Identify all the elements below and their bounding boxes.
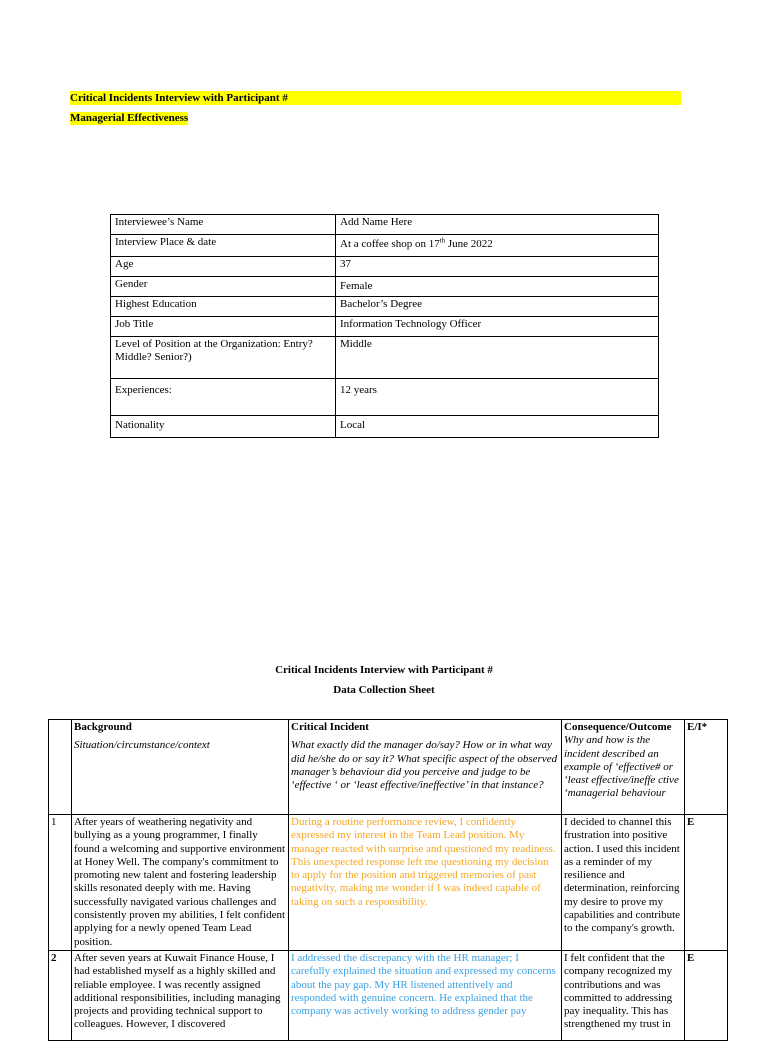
info-label: Gender bbox=[111, 277, 336, 297]
column-header-critical-incident: Critical Incident What exactly did the manager do/say? How or in what way did he/she do or say it? What specific aspect of the observed manager’s behaviour did you perceive and judge to be ‘effective ‘ or ‘least effective/ineffective’ in that instance? bbox=[289, 720, 562, 815]
outcome-cell: I decided to channel this frustration into positive action. I used this incident as a reminder of my resilience and determination, reinforcing my desire to prove my capabilities and contribute to the company's growth. bbox=[562, 815, 685, 951]
row-number: 1 bbox=[49, 815, 72, 951]
info-value: At a coffee shop on 17th June 2022 bbox=[336, 235, 659, 257]
info-row bbox=[111, 257, 659, 277]
background-cell: After years of weathering negativity and bullying as a young programmer, I finally found a welcoming and supportive environment at Honey Well. The company's commitment to promoting new talent and fostering leadership skills resonated deeply with me. Having successfully navigated various challenges and consistently proven my abilities, I felt confident applying for a newly opened Team Lead position. bbox=[72, 815, 289, 951]
data-sheet-subtitle: Data Collection Sheet bbox=[333, 684, 435, 696]
info-row bbox=[111, 379, 659, 416]
info-label: Interviewee’s Name bbox=[111, 215, 336, 235]
critical-incident-cell: I addressed the discrepancy with the HR manager; I carefully explained the situation and expressed my concerns about the pay gap. My HR listened attentively and responded with genuine concern. He explained that the company was actively working to address gender pay bbox=[289, 950, 562, 1040]
page-subtitle: Managerial Effectiveness bbox=[70, 112, 189, 124]
info-value: Local bbox=[336, 416, 659, 438]
info-label: Interview Place & date bbox=[111, 235, 336, 257]
column-header-background: Background Situation/circumstance/context bbox=[72, 720, 289, 815]
outcome-cell: I felt confident that the company recognized my contributions and was committed to addressing pay inequality. This has strengthened my trust in bbox=[562, 950, 685, 1040]
info-label: Age bbox=[111, 257, 336, 277]
interviewee-info-table bbox=[110, 214, 659, 438]
info-row bbox=[111, 317, 659, 337]
info-row bbox=[111, 337, 659, 379]
info-label: Experiences: bbox=[111, 379, 336, 416]
info-row bbox=[111, 235, 659, 257]
ei-cell: E bbox=[685, 815, 728, 951]
column-header-consequence: Consequence/Outcome Why and how is the incident described an example of ‘effective# or ‘least effective/ineffe ctive ‘managerial behaviour bbox=[562, 720, 685, 815]
info-row bbox=[111, 416, 659, 438]
info-value: Bachelor’s Degree bbox=[336, 297, 659, 317]
table-row bbox=[49, 950, 728, 1040]
info-row bbox=[111, 297, 659, 317]
info-value: Female bbox=[336, 277, 659, 297]
row-number: 2 bbox=[49, 950, 72, 1040]
column-header-ei: E/I* bbox=[685, 720, 728, 815]
row-number-header bbox=[49, 720, 72, 815]
info-value: Information Technology Officer bbox=[336, 317, 659, 337]
table-row bbox=[49, 815, 728, 951]
ei-cell: E bbox=[685, 950, 728, 1040]
info-value: 37 bbox=[336, 257, 659, 277]
column-header-row bbox=[49, 720, 728, 815]
background-cell: After seven years at Kuwait Finance House, I had established myself as a highly skilled and reliable employee. I was recently assigned additional responsibilities, including managing projects and providing technical support to colleagues. However, I discovered bbox=[72, 950, 289, 1040]
info-value: Middle bbox=[336, 337, 659, 379]
info-label: Nationality bbox=[111, 416, 336, 438]
data-sheet-title: Critical Incidents Interview with Participant # bbox=[275, 664, 493, 676]
data-collection-table bbox=[48, 719, 728, 1041]
info-row bbox=[111, 215, 659, 235]
info-row bbox=[111, 277, 659, 297]
info-label: Highest Education bbox=[111, 297, 336, 317]
page-title: Critical Incidents Interview with Participant # bbox=[70, 92, 288, 104]
critical-incident-cell: During a routine performance review, I confidently expressed my interest in the Team Lead position. My manager reacted with surprise and questioned my readiness. This unexpected response left me questioning my decision to apply for the position and triggered memories of past negativity, making me wonder if I was indeed capable of taking on such a responsibility. bbox=[289, 815, 562, 951]
info-label: Level of Position at the Organization: Entry? Middle? Senior?) bbox=[111, 337, 336, 379]
info-value: Add Name Here bbox=[336, 215, 659, 235]
info-value: 12 years bbox=[336, 379, 659, 416]
info-label: Job Title bbox=[111, 317, 336, 337]
